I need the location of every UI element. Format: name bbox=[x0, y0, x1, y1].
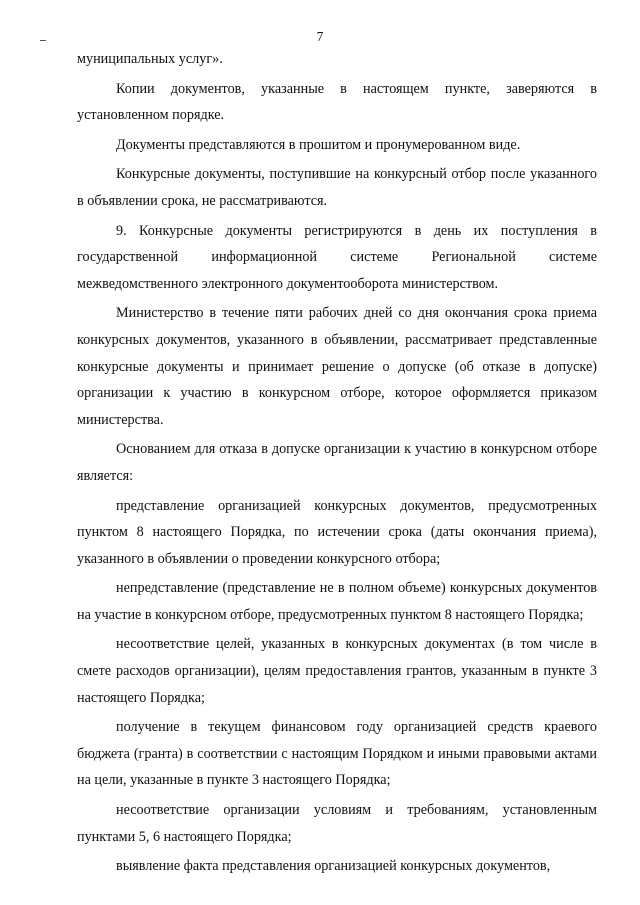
paragraph: Министерство в течение пяти рабочих дней со дня окончания срока приема конкурсных документов, указанного в объявлении, рассматривает представленные конкурсные документы и принимает решение о допуске (об отказе в допуске) организации к участию в конкурсном отборе, которое оформляется приказом министерства. bbox=[77, 305, 597, 428]
list-item: непредставление (представление не в полном объеме) конкурсных документов на участие в конкурсном отборе, предусмотренных пунктом 8 настоящего Порядка; bbox=[77, 580, 597, 623]
paragraph-continuation: муниципальных услуг». bbox=[77, 51, 223, 67]
list-item: представление организацией конкурсных документов, предусмотренных пунктом 8 настоящего Порядка, по истечении срока (даты окончания приема), указанного в объявлении о проведении конкурсного отбора; bbox=[77, 497, 597, 567]
document-body bbox=[77, 46, 597, 883]
paragraph: 9. Конкурсные документы регистрируются в день их поступления в государственной информационной системе Региональной системе межведомственного электронного документооборота министерством. bbox=[77, 222, 597, 292]
list-item: несоответствие целей, указанных в конкурсных документах (в том числе в смете расходов организации), целям предоставления грантов, указанным в пункте 3 настоящего Порядка; bbox=[77, 636, 597, 706]
paragraph: Копии документов, указанные в настоящем пункте, заверяются в установленном порядке. bbox=[77, 80, 597, 124]
list-item: получение в текущем финансовом году организацией средств краевого бюджета (гранта) в соответствии с настоящим Порядком и иными правовыми актами на цели, указанные в пункте 3 настоящего Порядка; bbox=[77, 719, 597, 789]
list-item: несоответствие организации условиям и требованиям, установленным пунктами 5, 6 настоящего Порядка; bbox=[77, 802, 597, 845]
paragraph: Конкурсные документы, поступившие на конкурсный отбор после указанного в объявлении срока, не рассматриваются. bbox=[77, 166, 597, 209]
page-number: 7 bbox=[316, 29, 324, 44]
list-item: выявление факта представления организацией конкурсных документов, bbox=[116, 858, 551, 875]
paragraph: Документы представляются в прошитом и пронумерованном виде. bbox=[116, 136, 521, 153]
paragraph: Основанием для отказа в допуске организации к участию в конкурсном отборе является: bbox=[77, 441, 597, 484]
